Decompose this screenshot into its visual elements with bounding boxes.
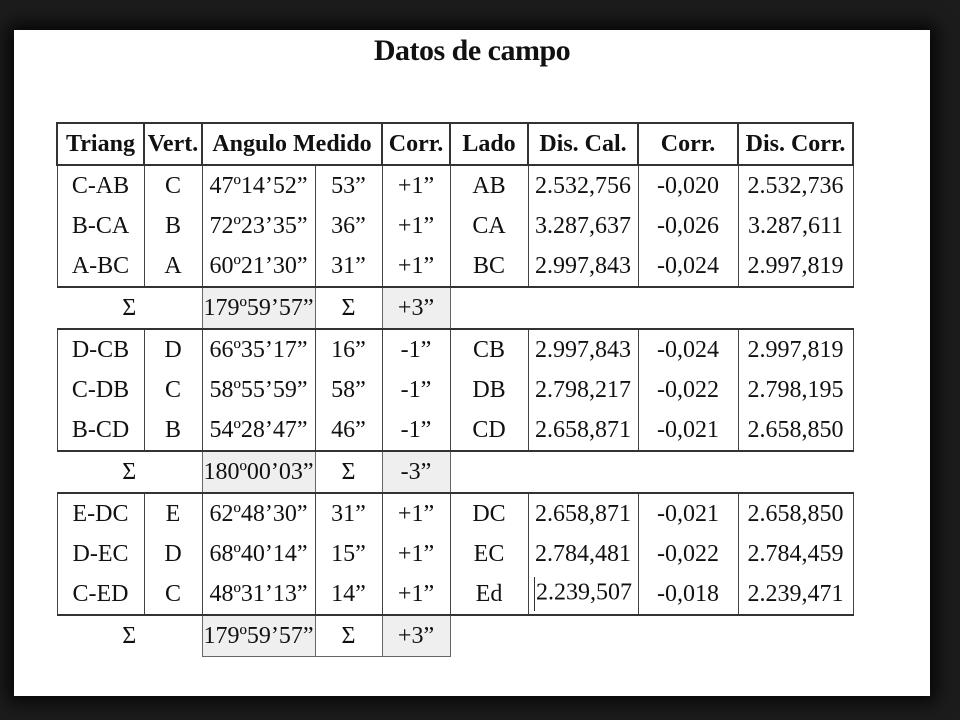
cell-dis-cal <box>528 574 638 615</box>
sum-symbol: Σ <box>122 295 137 321</box>
cell-triang: D-CB <box>57 329 144 370</box>
cell-dis-cal: 2.658,871 <box>528 410 638 451</box>
table-row <box>57 246 853 287</box>
col-header-triang: Triang <box>57 123 144 165</box>
table-row <box>57 370 853 410</box>
cell-lado: EC <box>450 534 528 574</box>
cell-sec: 14” <box>315 574 382 615</box>
table-row <box>57 534 853 574</box>
col-header-lado: Lado <box>450 123 528 165</box>
table-row <box>57 165 853 206</box>
cell-corr: +1” <box>382 165 450 206</box>
cell-corr: +1” <box>382 246 450 287</box>
cell-triang: B-CD <box>57 410 144 451</box>
cell-angle: 72º23’35” <box>202 206 315 246</box>
sum-symbol-2: Σ <box>315 451 382 493</box>
cell-dis-corr: 2.658,850 <box>738 410 853 451</box>
cell-vert: C <box>144 370 202 410</box>
cell-lado: DB <box>450 370 528 410</box>
cell-dis-corr: 2.239,471 <box>738 574 853 615</box>
cell-dis-corr: 2.997,819 <box>738 329 853 370</box>
cell-corr: -1” <box>382 410 450 451</box>
cell-corr2: -0,018 <box>638 574 738 615</box>
cell-corr2: -0,021 <box>638 493 738 534</box>
table-row <box>57 410 853 451</box>
sum-blank <box>450 451 853 493</box>
col-header-dis-cal: Dis. Cal. <box>528 123 638 165</box>
col-header-vert: Vert. <box>144 123 202 165</box>
cell-triang: E-DC <box>57 493 144 534</box>
cell-angle: 54º28’47” <box>202 410 315 451</box>
cell-corr2: -0,026 <box>638 206 738 246</box>
sum-symbol-2: Σ <box>315 615 382 657</box>
table-row <box>57 329 853 370</box>
sum-corr: +3” <box>382 287 450 329</box>
cell-lado: CD <box>450 410 528 451</box>
cell-lado: CA <box>450 206 528 246</box>
cell-angle: 58º55’59” <box>202 370 315 410</box>
cell-sec: 31” <box>315 493 382 534</box>
cell-angle: 47º14’52” <box>202 165 315 206</box>
table-row <box>57 206 853 246</box>
cell-angle: 68º40’14” <box>202 534 315 574</box>
cell-dis-corr: 2.798,195 <box>738 370 853 410</box>
cell-sec: 58” <box>315 370 382 410</box>
cell-dis-corr: 2.532,736 <box>738 165 853 206</box>
cell-lado: AB <box>450 165 528 206</box>
cell-vert: D <box>144 329 202 370</box>
cell-triang: D-EC <box>57 534 144 574</box>
slide <box>14 30 930 696</box>
sum-blank <box>450 615 853 657</box>
cell-corr: +1” <box>382 493 450 534</box>
cell-angle: 48º31’13” <box>202 574 315 615</box>
cell-vert: B <box>144 410 202 451</box>
cell-dis-cal: 3.287,637 <box>528 206 638 246</box>
cell-dis-cal: 2.658,871 <box>528 493 638 534</box>
sum-angle: 179º59’57” <box>202 287 315 329</box>
cell-dis-cal: 2.784,481 <box>528 534 638 574</box>
sum-corr: -3” <box>382 451 450 493</box>
cell-sec: 53” <box>315 165 382 206</box>
sum-symbol-2: Σ <box>315 287 382 329</box>
table-row <box>57 493 853 534</box>
col-header-dis-corr: Dis. Corr. <box>738 123 853 165</box>
col-header-corr2: Corr. <box>638 123 738 165</box>
cell-dis-cal: 2.997,843 <box>528 329 638 370</box>
cell-corr: +1” <box>382 206 450 246</box>
sum-angle: 180º00’03” <box>202 451 315 493</box>
cell-vert: C <box>144 574 202 615</box>
col-header-angle: Angulo Medido <box>202 123 382 165</box>
cell-vert: B <box>144 206 202 246</box>
cell-corr2: -0,021 <box>638 410 738 451</box>
col-header-corr: Corr. <box>382 123 450 165</box>
cell-text: 2.239,507 <box>536 579 632 606</box>
cell-sec: 15” <box>315 534 382 574</box>
header-row <box>57 123 853 165</box>
cell-vert: D <box>144 534 202 574</box>
cell-triang: C-AB <box>57 165 144 206</box>
cell-lado: CB <box>450 329 528 370</box>
cell-angle: 62º48’30” <box>202 493 315 534</box>
cell-corr2: -0,022 <box>638 534 738 574</box>
sum-corr: +3” <box>382 615 450 657</box>
cell-dis-cal: 2.798,217 <box>528 370 638 410</box>
cell-lado: DC <box>450 493 528 534</box>
cell-corr: -1” <box>382 370 450 410</box>
cell-triang: A-BC <box>57 246 144 287</box>
cell-lado: Ed <box>450 574 528 615</box>
cell-triang: C-DB <box>57 370 144 410</box>
cell-sec: 46” <box>315 410 382 451</box>
sum-row <box>57 287 853 329</box>
cell-corr2: -0,024 <box>638 329 738 370</box>
cell-corr: +1” <box>382 534 450 574</box>
cell-dis-corr: 2.784,459 <box>738 534 853 574</box>
text-cursor-mark <box>534 577 535 611</box>
cell-sec: 36” <box>315 206 382 246</box>
cell-sec: 31” <box>315 246 382 287</box>
cell-triang: B-CA <box>57 206 144 246</box>
cell-vert: E <box>144 493 202 534</box>
cell-corr2: -0,024 <box>638 246 738 287</box>
cell-dis-cal: 2.997,843 <box>528 246 638 287</box>
cell-dis-corr: 2.658,850 <box>738 493 853 534</box>
cell-angle: 60º21’30” <box>202 246 315 287</box>
field-data-table <box>56 122 854 657</box>
sum-symbol: Σ <box>122 459 137 485</box>
sum-symbol: Σ <box>122 623 137 650</box>
page-title: Datos de campo <box>373 34 571 67</box>
cell-angle: 66º35’17” <box>202 329 315 370</box>
sum-angle: 179º59’57” <box>202 615 315 657</box>
cell-corr: +1” <box>382 574 450 615</box>
cell-triang: C-ED <box>57 574 144 615</box>
sum-blank <box>450 287 853 329</box>
table-row <box>57 574 853 615</box>
cell-dis-corr: 2.997,819 <box>738 246 853 287</box>
sum-row <box>57 615 853 657</box>
cell-sec: 16” <box>315 329 382 370</box>
cell-corr2: -0,022 <box>638 370 738 410</box>
cell-vert: C <box>144 165 202 206</box>
cell-corr: -1” <box>382 329 450 370</box>
cell-dis-corr: 3.287,611 <box>738 206 853 246</box>
cell-corr2: -0,020 <box>638 165 738 206</box>
cell-lado: BC <box>450 246 528 287</box>
cell-vert: A <box>144 246 202 287</box>
sum-row <box>57 451 853 493</box>
cell-dis-cal: 2.532,756 <box>528 165 638 206</box>
